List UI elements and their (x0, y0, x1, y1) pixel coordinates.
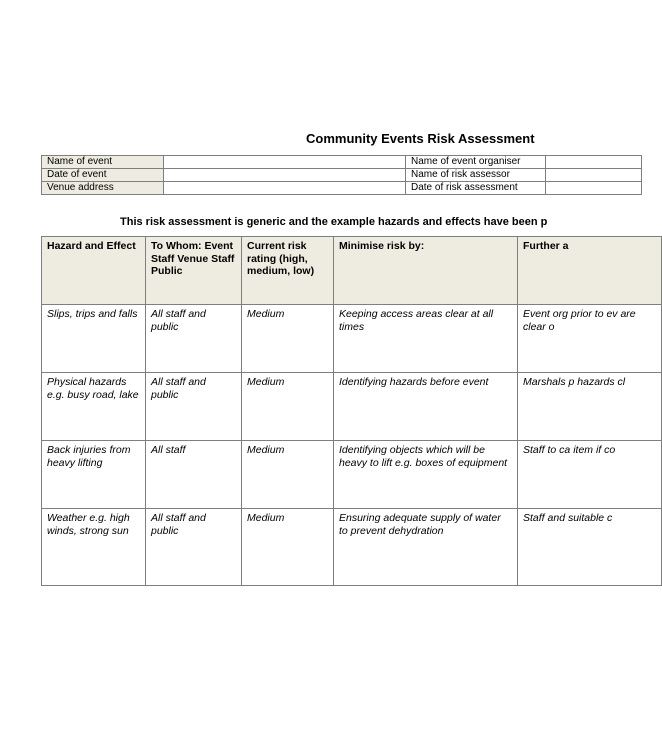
info-label: Name of risk assessor (406, 169, 546, 182)
cell-hazard: Weather e.g. high winds, strong sun (42, 509, 146, 586)
cell-risk-rating: Medium (242, 441, 334, 509)
cell-further-action: Staff to ca item if co (518, 441, 662, 509)
cell-minimise-risk: Identifying objects which will be heavy to lift e.g. boxes of equipment (334, 441, 518, 509)
cell-to-whom: All staff and public (146, 509, 242, 586)
header-to-whom: To Whom: Event Staff Venue Staff Public (146, 237, 242, 305)
info-value-field[interactable] (546, 182, 642, 195)
info-value-field[interactable] (164, 169, 406, 182)
header-hazard: Hazard and Effect (42, 237, 146, 305)
cell-to-whom: All staff and public (146, 305, 242, 373)
cell-further-action: Staff and suitable c (518, 509, 662, 586)
cell-hazard: Back injuries from heavy lifting (42, 441, 146, 509)
table-row (42, 509, 662, 586)
info-value-field[interactable] (546, 156, 642, 169)
cell-risk-rating: Medium (242, 373, 334, 441)
cell-further-action: Marshals p hazards cl (518, 373, 662, 441)
info-row (42, 182, 642, 195)
info-label: Name of event organiser (406, 156, 546, 169)
event-info-table (41, 155, 642, 195)
header-further-action: Further a (518, 237, 662, 305)
info-label: Date of risk assessment (406, 182, 546, 195)
cell-risk-rating: Medium (242, 509, 334, 586)
info-value-field[interactable] (164, 182, 406, 195)
risk-assessment-table (41, 236, 662, 586)
cell-hazard: Slips, trips and falls (42, 305, 146, 373)
info-label: Venue address (42, 182, 164, 195)
header-row (42, 237, 662, 305)
table-row (42, 441, 662, 509)
cell-further-action: Event org prior to ev are clear o (518, 305, 662, 373)
cell-risk-rating: Medium (242, 305, 334, 373)
header-risk-rating: Current risk rating (high, medium, low) (242, 237, 334, 305)
table-row (42, 305, 662, 373)
info-row (42, 169, 642, 182)
document-title: Community Events Risk Assessment (306, 131, 535, 146)
info-value-field[interactable] (164, 156, 406, 169)
cell-hazard: Physical hazards e.g. busy road, lake (42, 373, 146, 441)
header-minimise-risk: Minimise risk by: (334, 237, 518, 305)
cell-to-whom: All staff (146, 441, 242, 509)
table-row (42, 373, 662, 441)
info-label: Date of event (42, 169, 164, 182)
info-label: Name of event (42, 156, 164, 169)
cell-to-whom: All staff and public (146, 373, 242, 441)
info-row (42, 156, 642, 169)
cell-minimise-risk: Ensuring adequate supply of water to prevent dehydration (334, 509, 518, 586)
info-value-field[interactable] (546, 169, 642, 182)
intro-text: This risk assessment is generic and the example hazards and effects have been p (120, 216, 548, 228)
cell-minimise-risk: Keeping access areas clear at all times (334, 305, 518, 373)
cell-minimise-risk: Identifying hazards before event (334, 373, 518, 441)
